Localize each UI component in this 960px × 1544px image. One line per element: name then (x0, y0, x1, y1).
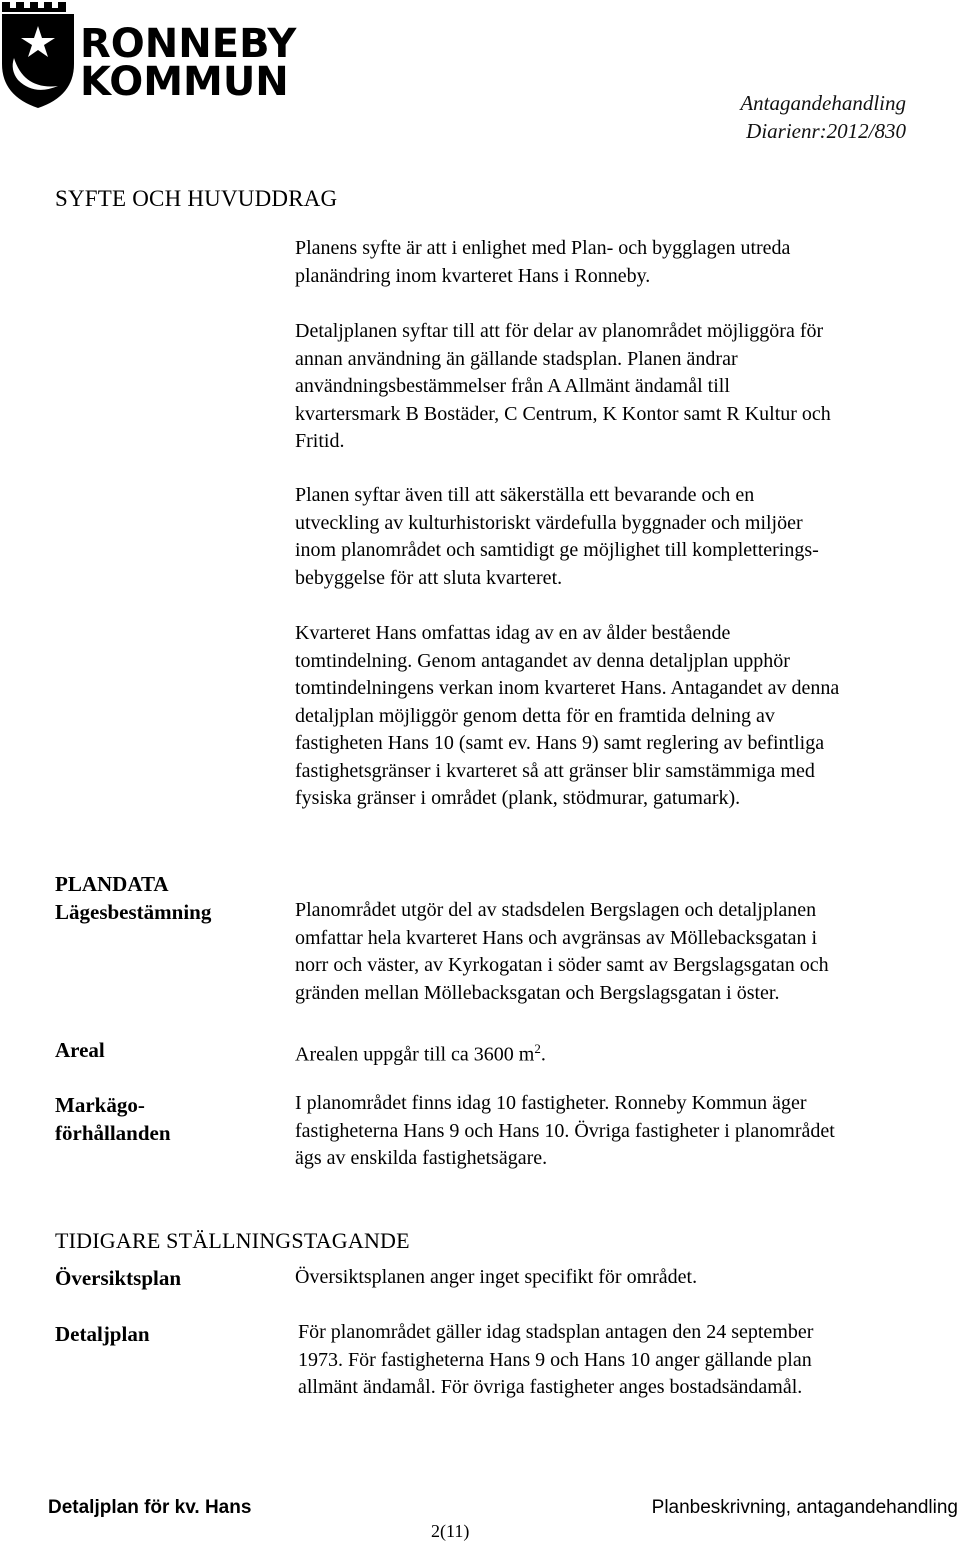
section-heading-plandata: PLANDATA (55, 872, 169, 896)
syfte-paragraph-1 (295, 235, 790, 290)
text-line: Planens syfte är att i enlighet med Plan- och bygglagen utreda (295, 237, 791, 259)
text-line: 1973. För fastigheterna Hans 9 och Hans 10 anger gällande plan (298, 1348, 812, 1371)
text-line: I planområdet finns idag 10 fastigheter. Ronneby Kommun äger (295, 1092, 807, 1114)
text-line: detaljplan möjliggör genom detta för en framtida delning av (295, 704, 775, 727)
areal-period: . (540, 1043, 546, 1066)
text-line: Kvarteret Hans omfattas idag av en av ålder bestående (295, 622, 731, 644)
footer-right: Planbeskrivning, antagandehandling (651, 1497, 958, 1518)
logo-wordmark-line1: RONNEBY (80, 21, 297, 67)
areal-value: Arealen uppgår till ca 3600 m (295, 1043, 535, 1066)
markagare-text (295, 1090, 835, 1173)
text-line: gränden mellan Möllebacksgatan och Bergslagsgatan i öster. (295, 981, 780, 1004)
text-line: fastigheten Hans 10 (samt ev. Hans 9) samt reglering av befintliga (295, 732, 825, 754)
detaljplan-text (298, 1319, 813, 1402)
text-line: kvartersmark B Bostäder, C Centrum, K Kontor samt R Kultur och (295, 402, 831, 425)
text-line: allmänt ändamål. För övriga fastigheter anges bostadsändamål. (298, 1376, 803, 1398)
text-line: Planområdet utgör del av stadsdelen Bergslagen och detaljplanen (295, 899, 817, 921)
text-line: annan användning än gällande stadsplan. Planen ändrar (295, 347, 738, 370)
areal-text (295, 1035, 546, 1069)
section-heading-syfte: SYFTE OCH HUVUDDRAG (55, 186, 338, 211)
text-line: användningsbestämmelser från A Allmänt ändamål till (295, 375, 730, 397)
ronneby-kommun-logo (0, 0, 297, 112)
text-line: norr och väster, av Kyrkogatan i söder samt av Bergslagsgatan och (295, 954, 829, 976)
text-line: bebyggelse för att sluta kvarteret. (295, 566, 563, 589)
document-status: Antagandehandling (740, 91, 906, 115)
areal-superscript: 2 (534, 1041, 541, 1056)
label-areal: Areal (55, 1038, 105, 1062)
syfte-paragraph-4 (295, 620, 839, 813)
text-line: Planen syftar även till att säkerställa ett bevarande och en (295, 484, 755, 506)
text-line: För planområdet gäller idag stadsplan antagen den 24 september (298, 1321, 814, 1343)
coat-of-arms-icon (0, 0, 80, 112)
text-line: utveckling av kulturhistoriskt värdefulla byggnader och miljöer (295, 511, 803, 534)
oversiktsplan-text: Översiktsplanen anger inget specifikt för området. (295, 1266, 698, 1288)
text-line: fastighetsgränser i kvarteret så att gränser blir samstämmiga med (295, 759, 815, 782)
page-number: 2(11) (431, 1521, 470, 1541)
lagesbestamning-text (295, 897, 829, 1007)
text-line: fysiska gränser i området (plank, stödmurar, gatumark). (295, 787, 741, 809)
text-line: tomtindelningens verkan inom kvarteret Hans. Antagandet av denna (295, 677, 840, 699)
text-line: omfattar hela kvarteret Hans och avgränsas av Möllebacksgatan i (295, 926, 818, 949)
text-line: inom planområdet och samtidigt ge möjlighet till kompletterings- (295, 539, 819, 561)
footer-left: Detaljplan för kv. Hans (48, 1497, 252, 1518)
syfte-paragraph-2 (295, 318, 831, 456)
section-heading-tidigare: TIDIGARE STÄLLNINGSTAGANDE (55, 1228, 410, 1253)
text-line: Detaljplanen syftar till att för delar av planområdet möjliggöra för (295, 320, 824, 342)
text-line: tomtindelning. Genom antagandet av denna detaljplan upphör (295, 649, 790, 672)
text-line: fastigheterna Hans 9 och Hans 10. Övriga fastigheter i planområdet (295, 1119, 835, 1142)
label-markagare-2: förhållanden (55, 1121, 171, 1145)
text-line: planändring inom kvarteret Hans i Ronneby. (295, 264, 651, 287)
label-markagare-1: Markägo- (55, 1093, 145, 1117)
diarienummer: Diarienr:2012/830 (746, 119, 906, 143)
text-line: ägs av enskilda fastighetsägare. (295, 1147, 548, 1169)
logo-wordmark-line2: KOMMUN (80, 59, 289, 105)
label-detaljplan: Detaljplan (55, 1322, 150, 1346)
text-line: Fritid. (295, 430, 345, 452)
label-lagesbestamning: Lägesbestämning (55, 900, 212, 924)
syfte-paragraph-3 (295, 482, 819, 592)
label-oversiktsplan: Översiktsplan (55, 1266, 182, 1290)
